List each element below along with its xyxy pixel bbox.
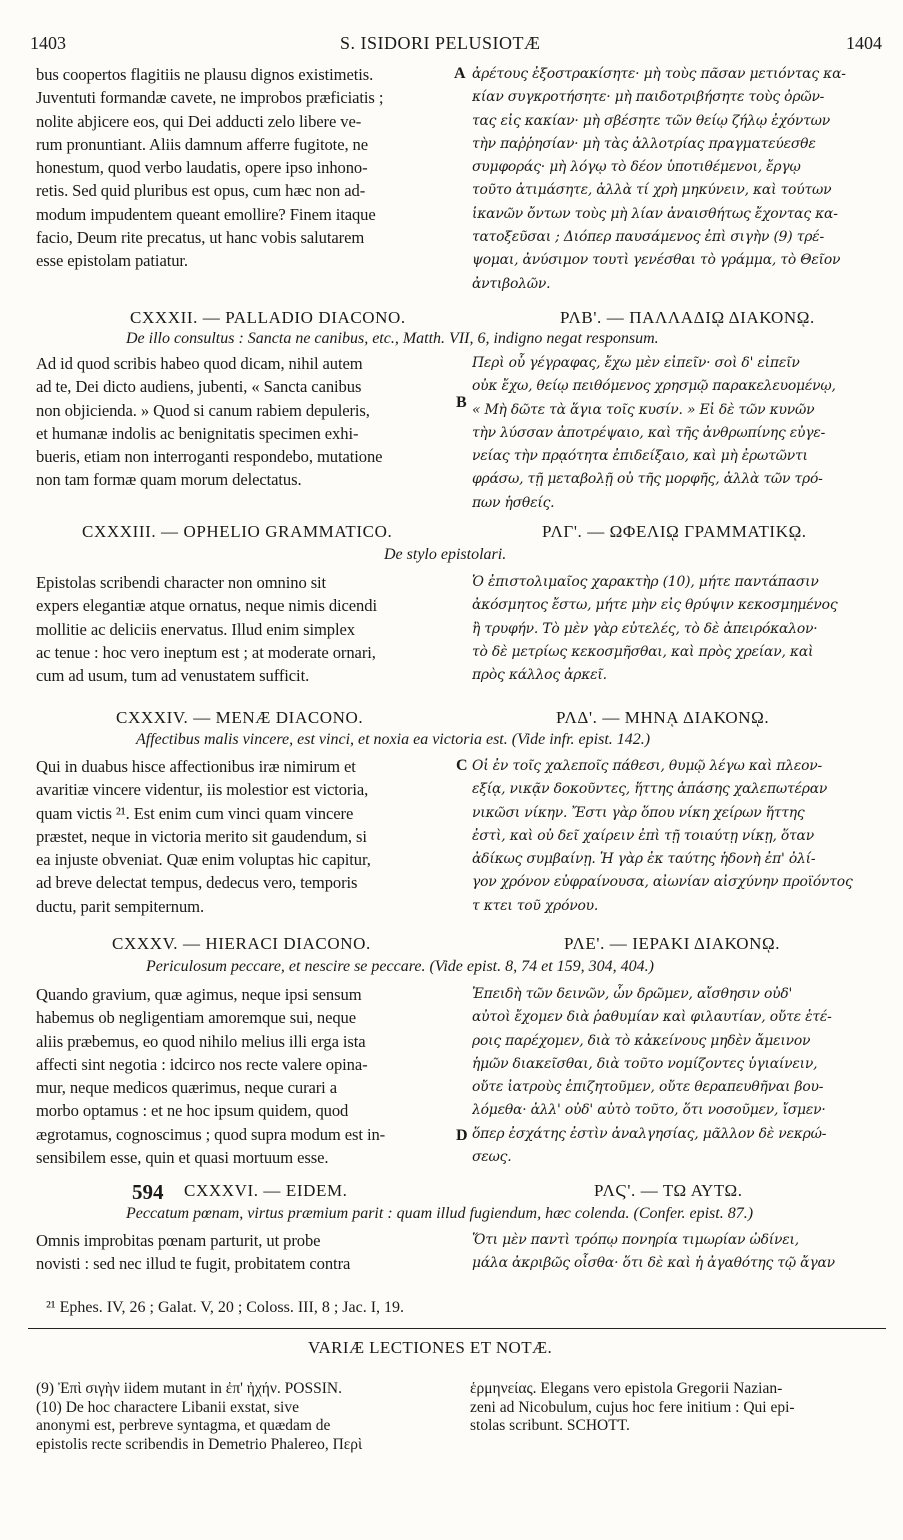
letter-title-latin: CXXXII. — PALLADIO DIACONO.	[130, 308, 406, 327]
greek-line: ἱκανῶν ὄντων τοὺς μὴ λίαν ἀναισθήτως ἔχοντας κα-	[472, 205, 838, 222]
note-line: ἑρμηνείας. Elegans vero epistola Gregorii Nazian-	[470, 1380, 783, 1397]
greek-line: γον χρόνον εὐφραίνουσα, αἰωνίαν αἰσχύνην προϊόντος	[472, 874, 853, 891]
latin-line: ad te, Dei dicto audiens, jubenti, « Sancta canibus	[36, 377, 362, 397]
greek-line: ἀντιβολῶν.	[472, 275, 551, 292]
latin-line: Epistolas scribendi character non omnino sit	[36, 573, 327, 592]
greek-line: τας εἰς κακίαν· μὴ σβέσητε τῶν θείῳ ζήλῳ ἐχόντων	[472, 112, 830, 129]
margin-marker-d: D	[456, 1127, 468, 1144]
letter-title-greek: ΡΛΔ'. — ΜΗΝᾼ ΔΙΑΚΟΝῼ.	[556, 708, 770, 727]
greek-line: Ὁ ἐπιστολιμαῖος χαρακτὴρ (10), μήτε παντάπασιν	[472, 574, 819, 590]
greek-line: συμφοράς· μὴ λόγῳ τὸ δέον ὑποτιθέμενοι, ἔργῳ	[472, 159, 801, 176]
note-line: stolas scribunt. SCHOTT.	[470, 1417, 630, 1434]
latin-line: et humanæ indolis ac benignitatis specimen exhi-	[36, 423, 359, 443]
greek-line: ροις παρέχομεν, διὰ τὸ κἀκείνους μηδὲν ἄμεινον	[472, 1032, 811, 1049]
latin-line: non objicienda. » Quod si canum rabiem depuleris,	[36, 400, 370, 420]
greek-line: ἀκόσμητος ἔστω, μήτε μὴν εἰς θρύψιν κεκοσμημένος	[472, 597, 838, 614]
greek-line: οὔτε ἰατροὺς ἐπιζητοῦμεν, οὔτε θεραπευθῆναι βου-	[472, 1079, 824, 1096]
page-number-left: 1403	[30, 33, 66, 53]
letter-title-greek: ΡΛϚ'. — ΤΩ ΑΥΤΩ.	[594, 1181, 743, 1200]
latin-line: novisti : sed nec illud te fugit, probitatem contra	[36, 1254, 351, 1274]
latin-line: ea injuste obveniat. Quæ enim voluptas hic capitur,	[36, 850, 371, 870]
greek-line: Οἱ ἐν τοῖς χαλεποῖς πάθεσι, θυμῷ λέγω καὶ πλεον-	[472, 758, 823, 774]
margin-marker-b: B	[456, 394, 467, 411]
note-line: (9) Ἐπὶ σιγὴν iidem mutant in ἐπ' ἠχήν. POSSIN.	[36, 1380, 342, 1397]
latin-line: Omnis improbitas pœnam parturit, ut probe	[36, 1231, 321, 1250]
notes-left-column	[36, 1380, 456, 1454]
latin-line: bueris, etiam non interroganti respondebo, mutatione	[36, 447, 383, 467]
latin-line: nolite abjicere eos, qui Dei adducti zelo libere ve-	[36, 111, 362, 131]
greek-line: τατοξεῦσαι ; Διόπερ παυσάμενος ἐπὶ σιγὴν (9) τρέ-	[472, 229, 824, 246]
latin-line: bus coopertos flagitiis ne plausu dignos existimetis.	[36, 65, 374, 84]
greek-line: σεως.	[472, 1149, 512, 1166]
latin-line: ad breve delectat tempus, dedecus vero, temporis	[36, 873, 358, 893]
margin-marker-c: C	[456, 757, 468, 774]
greek-line: φράσω, τῇ μεταβολῇ οὐ τῆς μορφῆς, ἀλλὰ τῶν τρό-	[472, 471, 823, 488]
greek-line: « Μὴ δῶτε τὰ ἅγια τοῖς κυσίν. » Εἰ δὲ τῶν κυνῶν	[472, 401, 815, 418]
greek-column	[472, 352, 892, 515]
note-line: zeni ad Nicobulum, cujus hoc fere initium : Qui epi-	[470, 1398, 795, 1416]
greek-column	[472, 983, 892, 1169]
latin-line: ac tenue : hoc vero ineptum est ; at moderate ornari,	[36, 642, 376, 662]
notes-right-column	[470, 1380, 890, 1436]
note-line: epistolis recte scribendis in Demetrio Phalereo, Περὶ	[36, 1435, 363, 1453]
separator-rule	[28, 1328, 886, 1329]
greek-line: Ὅτι μὲν παντὶ τρόπῳ πονηρία τιμωρίαν ὠδίνει,	[472, 1232, 799, 1248]
page-number-right: 1404	[846, 33, 882, 53]
greek-column	[472, 755, 892, 918]
greek-line: Περὶ οὗ γέγραφας, ἔχω μὲν εἰπεῖν· σοὶ δ' εἰπεῖν	[472, 355, 800, 371]
note-line: (10) De hoc charactere Libanii exstat, sive	[36, 1398, 299, 1416]
latin-column	[36, 1229, 456, 1276]
greek-line: Ἐπειδὴ τῶν δεινῶν, ὧν δρῶμεν, αἴσθησιν οὐδ'	[472, 986, 793, 1002]
greek-line: τὴν λύσσαν ἀποτρέψαιο, καὶ τῆς ἀνθρωπίνης εὐγε-	[472, 424, 826, 441]
latin-line: ægrotamus, cognoscimus ; quod supra modum est in-	[36, 1124, 386, 1144]
letter-title-greek: ΡΛΓ'. — ΩΦΕΛΙῼ ΓΡΑΜΜΑΤΙΚῼ.	[542, 522, 807, 541]
latin-line: facio, Deum rite precatus, ut hanc vobis salutarem	[36, 228, 365, 248]
latin-column	[36, 571, 456, 687]
greek-column-block0	[472, 63, 892, 296]
running-title: S. ISIDORI PELUSIOTÆ	[340, 33, 541, 53]
greek-line: ἢ τρυφήν. Τὸ μὲν γὰρ εὐτελές, τὸ δὲ ἀπειρόκαλον·	[472, 620, 818, 637]
greek-line: τὸ δὲ μετρίως κεκοσμῆσθαι, καὶ πρὸς χρείαν, καὶ	[472, 643, 814, 660]
column-number-594: 594	[132, 1180, 164, 1204]
latin-line: quam victis ²¹. Est enim cum vinci quam vincere	[36, 803, 354, 823]
latin-line: ductu, parit sempiternum.	[36, 896, 205, 916]
greek-line: νείας τὴν πρᾳότητα ἐπιδείξαιο, καὶ μὴ ἐρωτῶντι	[472, 448, 808, 465]
margin-marker-a: A	[454, 65, 466, 82]
latin-line: mur, neque medicos quærimus, neque curari a	[36, 1078, 338, 1098]
greek-line: εξίᾳ, νικᾷν δοκοῦντες, ἥττης ἁπάσης χαλεπωτέραν	[472, 781, 828, 798]
latin-line: mollitie ac deliciis enervatus. Illud enim simplex	[36, 619, 355, 639]
greek-line: ἡμῶν διακεῖσθαι, διὰ τοῦτο νομίζοντες ὑγιαίνειν,	[472, 1055, 818, 1072]
greek-line: ψομαι, ἀνύσιμον τουτὶ γενέσθαι τὸ γράμμα, τὸ Θεῖον	[472, 252, 841, 269]
latin-line: Quando gravium, quæ agimus, neque ipsi sensum	[36, 985, 362, 1004]
greek-column	[472, 1229, 892, 1276]
latin-line: rum pronuntiant. Aliis damnum afferre fugitote, ne	[36, 134, 369, 154]
greek-line: νικῶσι νίκην. Ἔστι γὰρ ὅπου νίκη χείρων ἥττης	[472, 804, 805, 821]
latin-line: esse epistolam patiatur.	[36, 251, 188, 271]
latin-line: cum ad usum, tum ad venustatem sufficit.	[36, 666, 310, 686]
latin-column	[36, 352, 456, 492]
latin-line: modum impudentem queant emollire? Finem itaque	[36, 204, 376, 224]
letter-subtitle: Peccatum pœnam, virtus præmium parit : quam illud fugiendum, hæc colenda. (Confer. epist. 87.)	[126, 1205, 754, 1222]
latin-column	[36, 755, 456, 918]
letter-subtitle: Periculosum peccare, et nescire se peccare. (Vide epist. 8, 74 et 159, 304, 404.)	[146, 958, 654, 975]
letter-subtitle: De stylo epistolari.	[384, 546, 507, 563]
latin-line: affecti sint negotia : idcirco nos recte valere opina-	[36, 1054, 368, 1074]
latin-line: non tam formæ quam morum delectatus.	[36, 470, 302, 490]
latin-line: honestum, quod verbo laudatis, opere ipso inhono-	[36, 158, 368, 178]
greek-line: τοῦτο ἀτιμάσητε, ἀλλὰ τί χρὴ μηκύνειν, καὶ τούτων	[472, 182, 832, 199]
latin-line: retis. Sed quid pluribus est opus, cum hæc non ad-	[36, 181, 366, 201]
letter-subtitle: De illo consultus : Sancta ne canibus, etc., Matth. VII, 6, indigno negat responsum.	[126, 330, 659, 347]
greek-line: αὐτοὶ ἔχομεν διὰ ῥαθυμίαν καὶ φιλαυτίαν, οὔτε ἑτέ-	[472, 1009, 832, 1026]
letter-title-latin: CXXXVI. — EIDEM.	[184, 1181, 348, 1200]
greek-line: πων ἡσθείς.	[472, 494, 555, 511]
letter-title-latin: CXXXIII. — OPHELIO GRAMMATICO.	[82, 522, 393, 541]
latin-column-block0	[36, 63, 456, 273]
latin-line: avaritiæ vincere videntur, iis molestior est victoria,	[36, 780, 369, 800]
latin-line: aliis præbemus, eo quod nihilo melius illi erga ista	[36, 1031, 366, 1051]
notes-heading: VARIÆ LECTIONES ET NOTÆ.	[308, 1338, 553, 1357]
latin-line: habemus ob negligentiam amoremque sui, neque	[36, 1008, 357, 1028]
latin-line: præstet, neque in victoria merito sit gaudendum, si	[36, 826, 367, 846]
greek-line: τ κτει τοῦ χρόνου.	[472, 897, 599, 914]
latin-line: morbo optamus : et ne hoc ipsum quidem, quod	[36, 1101, 349, 1121]
greek-column	[472, 571, 892, 687]
footnote: ²¹ Ephes. IV, 26 ; Galat. V, 20 ; Coloss. III, 8 ; Jac. I, 19.	[46, 1299, 405, 1316]
greek-line: οὐκ ἔχω, θείῳ πειθόμενος χρησμῷ παρακελευομένῳ,	[472, 378, 836, 395]
letter-title-greek: ΡΛΕ'. — ΙΕΡΑΚΙ ΔΙΑΚΟΝῼ.	[564, 934, 781, 953]
letter-title-latin: CXXXV. — HIERACI DIACONO.	[112, 934, 371, 953]
latin-line: sensibilem esse, quin et quasi mortuum esse.	[36, 1148, 329, 1168]
letter-title-greek: ΡΛΒ'. — ΠΑΛΛΑΔΙῼ ΔΙΑΚΟΝῼ.	[560, 308, 815, 327]
greek-line: κίαν συγκροτήσητε· μὴ παιδοτριβήσητε τοὺς ὀρῶν-	[472, 89, 825, 106]
note-line: anonymi est, perbreve syntagma, et quædam de	[36, 1417, 331, 1434]
latin-line: expers elegantiæ atque ornatus, neque nimis dicendi	[36, 596, 377, 616]
latin-line: Ad id quod scribis habeo quod dicam, nihil autem	[36, 354, 363, 373]
greek-line: ὅπερ ἐσχάτης ἐστὶν ἀναλγησίας, μᾶλλον δὲ νεκρώ-	[472, 1125, 827, 1142]
letter-title-latin: CXXXIV. — MENÆ DIACONO.	[116, 708, 364, 727]
greek-line: ἀδίκως συμβαίνῃ. Ἡ γὰρ ἐκ ταύτης ἡδονὴ ἐπ' ὀλί-	[472, 851, 816, 868]
greek-line: πρὸς κάλλος ἀρκεῖ.	[472, 667, 607, 684]
latin-column	[36, 983, 456, 1169]
greek-line: ἐστὶ, καὶ οὐ δεῖ χαίρειν ἐπὶ τῇ τοιαύτῃ νίκῃ, ὅταν	[472, 827, 814, 844]
greek-line: τὴν παῤῥησίαν· μὴ τὰς ἀλλοτρίας πραγματεύεσθε	[472, 135, 816, 152]
latin-line: Qui in duabus hisce affectionibus iræ nimirum et	[36, 757, 356, 776]
greek-line: μάλα ἀκριβῶς οἶσθα· ὅτι δὲ καὶ ἡ ἀγαθότης τῷ ἄγαν	[472, 1255, 835, 1272]
letter-subtitle: Affectibus malis vincere, est vinci, et noxia ea victoria est. (Vide infr. epist. 142.)	[136, 731, 651, 748]
greek-line: ἀρέτους ἐξοστρακίσητε· μὴ τοὺς πᾶσαν μετιόντας κα-	[472, 66, 846, 82]
greek-line: λόμεθα· ἀλλ' οὐδ' αὐτὸ τοῦτο, ὅτι νοσοῦμεν, ἴσμεν·	[472, 1102, 826, 1119]
latin-line: Juventuti formandæ cavete, ne improbos præficiatis ;	[36, 88, 384, 108]
